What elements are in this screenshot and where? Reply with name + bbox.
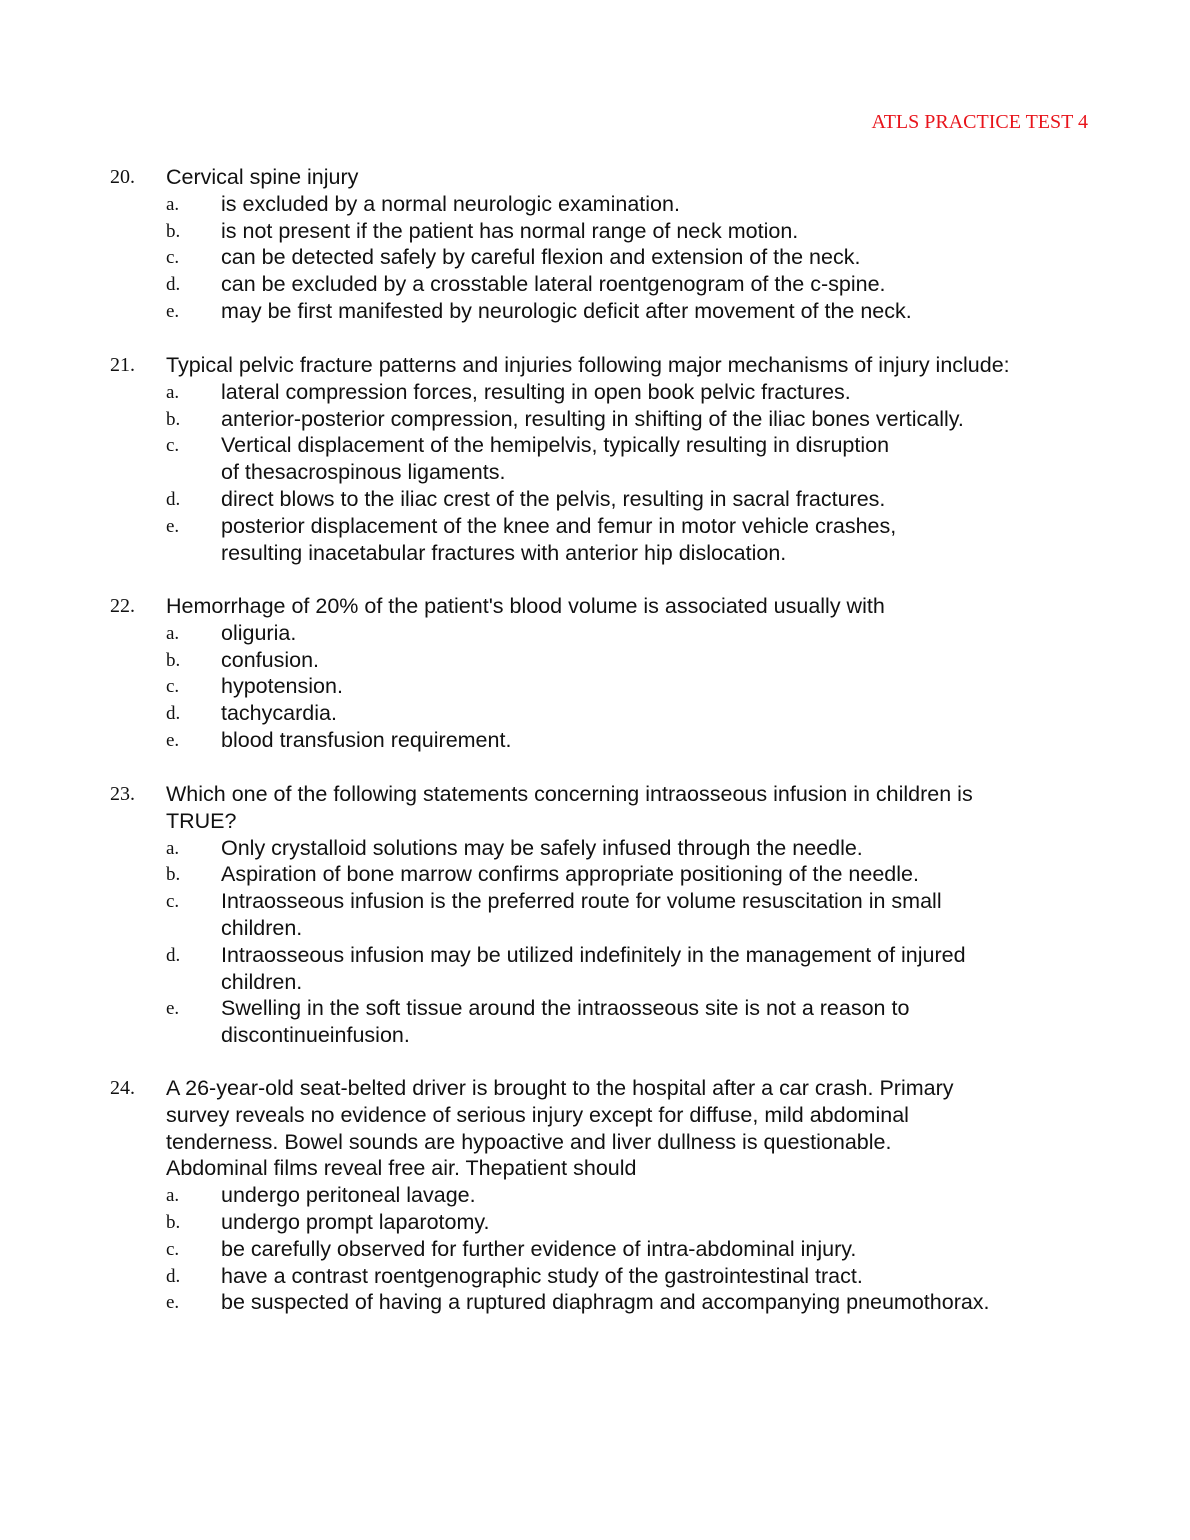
answer-option [0,1263,1190,1290]
option-letter: e. [166,998,180,1020]
option-text: Only crystalloid solutions may be safely infused through the needle. [221,835,863,860]
option-letter: c. [166,435,180,457]
option-text: Intraosseous infusion is the preferred route for volume resuscitation in small children. [221,889,942,940]
question-number: 24. [110,1077,135,1099]
question-stem: Hemorrhage of 20% of the patient's blood volume is associated usually with [166,594,885,618]
option-text: blood transfusion requirement. [221,727,512,752]
question-stem-row [0,352,1190,379]
option-text: direct blows to the iliac crest of the pelvis, resulting in sacral fractures. [221,486,886,511]
option-letter: e. [166,515,180,537]
option-letter: e. [166,729,180,751]
answer-option [0,888,1190,942]
answer-option [0,727,1190,754]
option-text: anterior-posterior compression, resulting in shifting of the iliac bones vertically. [221,406,964,431]
option-text: Intraosseous infusion may be utilized indefinitely in the management of injured children. [221,942,966,994]
question-22 [0,593,1190,754]
answer-option [0,1209,1190,1236]
option-text: tachycardia. [221,701,337,726]
option-letter: b. [166,864,181,886]
option-letter: e. [166,300,180,322]
option-text: is excluded by a normal neurologic examination. [221,191,680,216]
option-letter: e. [166,1292,180,1314]
option-letter: c. [166,676,180,698]
answer-option [0,1182,1190,1209]
option-letter: c. [166,1238,180,1260]
answer-option [0,432,1190,486]
question-number: 20. [110,166,135,188]
answer-option [0,835,1190,862]
answer-option [0,861,1190,888]
option-text: have a contrast roentgenographic study of the gastrointestinal tract. [221,1263,863,1288]
question-24 [0,1075,1190,1316]
document-header-title: ATLS PRACTICE TEST 4 [871,111,1088,133]
answer-option [0,379,1190,406]
option-letter: a. [166,381,180,403]
option-text: posterior displacement of the knee and femur in motor vehicle crashes, resulting inacetabular fractures with anterior hip dislocation. [221,513,897,565]
question-20 [0,164,1190,325]
option-text: can be detected safely by careful flexion and extension of the neck. [221,245,861,270]
question-stem-row [0,593,1190,620]
answer-option [0,486,1190,513]
option-letter: c. [166,891,180,913]
question-stem-row [0,164,1190,191]
option-letter: d. [166,703,181,725]
option-text: oliguria. [221,620,297,645]
answer-option [0,1289,1190,1316]
option-letter: a. [166,1185,180,1207]
option-letter: d. [166,1265,181,1287]
option-text: can be excluded by a crosstable lateral roentgenogram of the c-spine. [221,272,886,297]
question-number: 21. [110,354,135,376]
question-stem-row [0,781,1190,835]
option-letter: b. [166,1211,181,1233]
answer-option [0,298,1190,325]
option-text: may be first manifested by neurologic deficit after movement of the neck. [221,298,912,323]
answer-option [0,271,1190,298]
answer-option [0,700,1190,727]
option-text: be carefully observed for further evidence of intra-abdominal injury. [221,1236,857,1261]
option-text: confusion. [221,647,320,672]
answer-option [0,244,1190,271]
answer-option [0,620,1190,647]
option-letter: d. [166,274,181,296]
question-stem-row [0,1075,1190,1182]
answer-option [0,942,1190,996]
answer-option [0,513,1190,567]
answer-option [0,647,1190,674]
option-letter: a. [166,193,180,215]
option-text: be suspected of having a ruptured diaphragm and accompanying pneumothorax. [221,1290,990,1315]
option-text: hypotension. [221,674,343,699]
answer-option [0,673,1190,700]
question-stem: Which one of the following statements concerning intraosseous infusion in children is TRUE? [166,782,973,833]
option-letter: d. [166,944,181,966]
question-number: 23. [110,783,135,805]
question-stem: A 26-year-old seat-belted driver is brought to the hospital after a car crash. Primary survey reveals no evidence of serious injury except for diffuse, mild abdominal tenderness. Bowel sounds are hypoactive and liver dullness is questionable. Abdominal films reveal free air. Thepatient should [166,1076,954,1181]
option-text: Vertical displacement of the hemipelvis, typically resulting in disruption of thesacrospinous ligaments. [221,433,890,485]
option-letter: d. [166,488,181,510]
question-21 [0,352,1190,566]
answer-option [0,406,1190,433]
question-23 [0,781,1190,1049]
option-text: Swelling in the soft tissue around the intraosseous site is not a reason to discontinueinfusion. [221,996,910,1048]
option-letter: a. [166,837,180,859]
question-stem: Typical pelvic fracture patterns and injuries following major mechanisms of injury include: [166,353,1010,377]
option-text: undergo prompt laparotomy. [221,1209,490,1234]
question-stem: Cervical spine injury [166,165,359,189]
answer-option [0,995,1190,1049]
answer-option [0,191,1190,218]
option-letter: b. [166,408,181,430]
option-text: is not present if the patient has normal range of neck motion. [221,218,799,243]
option-text: Aspiration of bone marrow confirms appropriate positioning of the needle. [221,862,919,887]
option-letter: b. [166,649,181,671]
option-letter: a. [166,622,180,644]
option-text: lateral compression forces, resulting in open book pelvic fractures. [221,379,851,404]
answer-option [0,1236,1190,1263]
answer-option [0,218,1190,245]
option-letter: b. [166,220,181,242]
question-number: 22. [110,595,135,617]
option-letter: c. [166,247,180,269]
option-text: undergo peritoneal lavage. [221,1183,476,1208]
